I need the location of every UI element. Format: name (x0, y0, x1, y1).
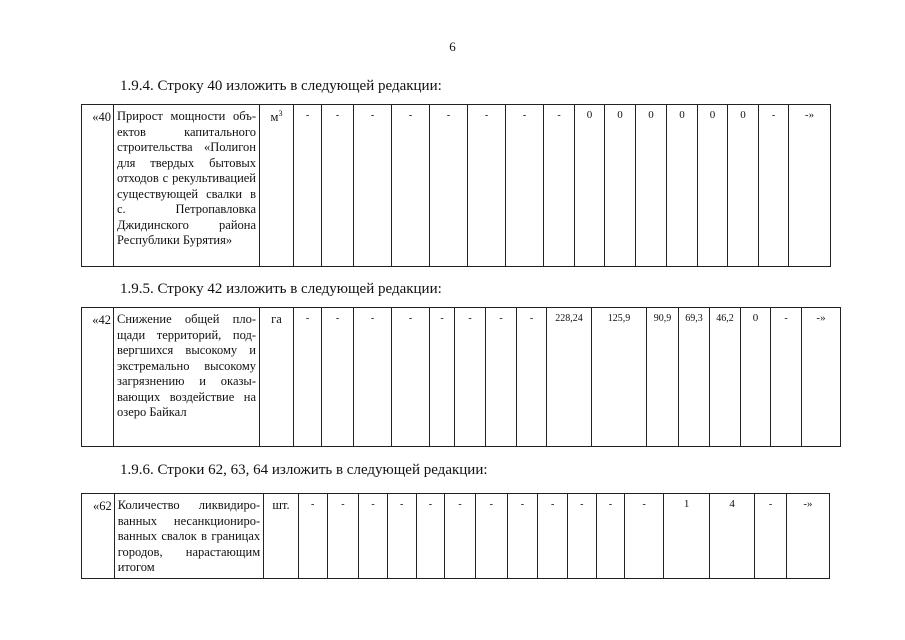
row-number: «40 (82, 105, 114, 267)
value-cell: 0 (667, 105, 698, 267)
section-heading-row-42: 1.9.5. Строку 42 изложить в следующей редакции: (120, 281, 442, 297)
section-heading-row-40: 1.9.4. Строку 40 изложить в следующей редакции: (120, 78, 442, 94)
value-cell: - (445, 494, 476, 579)
value-cell: 90,9 (647, 308, 679, 447)
end-marker: -» (802, 308, 841, 447)
unit-cell (260, 105, 294, 267)
value-cell: - (322, 105, 354, 267)
value-cell: - (455, 308, 486, 447)
row-number: «42 (82, 308, 114, 447)
value-cell: 0 (741, 308, 771, 447)
value-cell: 46,2 (710, 308, 741, 447)
value-cell: - (294, 105, 322, 267)
value-cell: 0 (636, 105, 667, 267)
value-cell: 0 (698, 105, 728, 267)
value-cell: 0 (575, 105, 605, 267)
table-row-42 (81, 307, 841, 447)
value-cell: - (759, 105, 789, 267)
value-cell: - (430, 308, 455, 447)
value-cell: 69,3 (679, 308, 710, 447)
table-row-40 (81, 104, 831, 267)
value-cell: - (771, 308, 802, 447)
value-cell: - (392, 105, 430, 267)
end-marker: -» (789, 105, 831, 267)
value-cell: - (468, 105, 506, 267)
value-cell: - (625, 494, 664, 579)
page-number: 6 (449, 39, 456, 54)
value-cell: 125,9 (592, 308, 647, 447)
value-cell: - (298, 494, 327, 579)
indicator-name: Прирост мощности объектов капитального строительства «Полигон для твердых бытовых отходов с рекультивацией существующей свалки в с. Петропавловка Джидинского района Республики Бурятия» (114, 105, 260, 267)
section-heading-rows-62-64: 1.9.6. Строки 62, 63, 64 изложить в следующей редакции: (120, 462, 488, 478)
value-cell: 1 (664, 494, 710, 579)
row-number: «62 (82, 494, 115, 579)
value-cell: - (294, 308, 322, 447)
value-cell: 0 (728, 105, 759, 267)
value-cell: 4 (710, 494, 755, 579)
value-cell: - (327, 494, 359, 579)
value-cell: - (354, 308, 392, 447)
value-cell: - (507, 494, 538, 579)
value-cell: - (486, 308, 517, 447)
value-cell: - (322, 308, 354, 447)
unit-cell: шт. (264, 494, 299, 579)
value-cell: - (567, 494, 596, 579)
value-cell: - (538, 494, 568, 579)
value-cell: - (517, 308, 547, 447)
indicator-name: Снижение общей площади территорий, подвергшихся высокому и экстремально высокому загрязнению и оказывающих воздействие на озеро Байкал (114, 308, 260, 447)
value-cell: - (475, 494, 507, 579)
value-cell: - (387, 494, 416, 579)
value-cell: - (392, 308, 430, 447)
value-cell: - (359, 494, 388, 579)
value-cell: - (596, 494, 625, 579)
value-cell: 228,24 (547, 308, 592, 447)
value-cell: - (755, 494, 787, 579)
value-cell: - (506, 105, 544, 267)
indicator-name: Количество ликвидированных несанкционированных свалок в границах городов, нарастающим итогом (114, 494, 263, 579)
unit-superscript: 3 (278, 109, 283, 118)
value-cell: 0 (605, 105, 636, 267)
end-marker: -» (786, 494, 829, 579)
value-cell: - (354, 105, 392, 267)
value-cell: - (416, 494, 445, 579)
value-cell: - (430, 105, 468, 267)
table-row-62 (81, 493, 830, 579)
value-cell: - (544, 105, 575, 267)
unit-cell: га (260, 308, 294, 447)
unit-base: м (270, 110, 279, 125)
